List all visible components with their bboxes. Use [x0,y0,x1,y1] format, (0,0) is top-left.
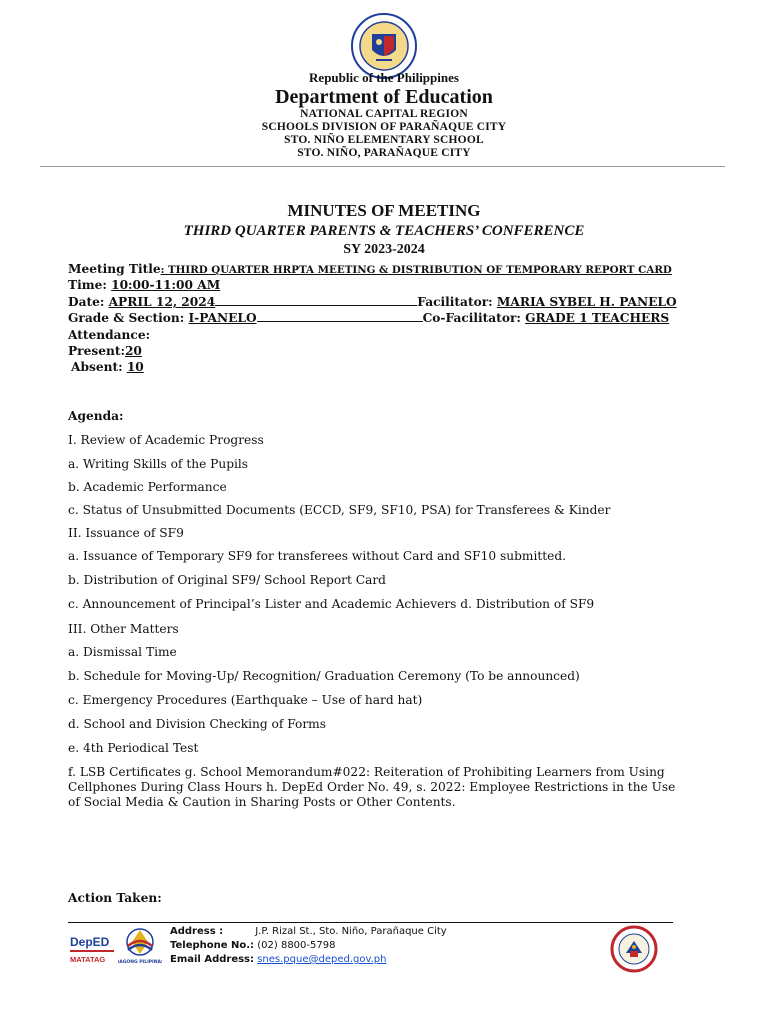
agenda-item: II. Issuance of SF9 [68,526,184,540]
absent-label: Absent: [71,360,127,374]
agenda-item: a. Issuance of Temporary SF9 for transferees without Card and SF10 submitted. [68,549,567,563]
time-value: 10:00-11:00 AM [111,278,221,292]
deped-logo-text: DepED [70,935,110,949]
cofacilitator-value: GRADE 1 TEACHERS [525,311,670,325]
grade-label: Grade & Section: [68,311,189,325]
date-row [68,295,677,309]
header-divider [40,166,725,167]
absent-value: 10 [126,360,144,374]
header-division: SCHOOLS DIVISION OF PARAÑAQUE CITY [261,121,507,133]
header-location: STO. NIÑO, PARAÑAQUE CITY [297,147,471,159]
cofacilitator-label: Co-Facilitator: [422,311,526,325]
footer-divider [68,922,673,923]
header-school: STO. NIÑO ELEMENTARY SCHOOL [284,134,484,146]
grade-value: I-PANELO [188,311,257,325]
meeting-title-label: Meeting Title [68,262,161,276]
time-row [68,278,220,292]
school-year: SY 2023-2024 [343,242,425,257]
footer-email [170,954,386,965]
agenda-item: c. Status of Unsubmitted Documents (ECCD, SF9, SF10, PSA) for Transferees & Kinder [68,503,611,517]
date-fill-line [215,304,417,306]
date-value: APRIL 12, 2024 [108,295,216,309]
school-seal-logo [610,925,658,973]
email-link[interactable]: snes.pque@deped.gov.ph [257,954,387,965]
agenda-item: b. Distribution of Original SF9/ School Report Card [68,573,386,587]
grade-fill-line [257,320,423,322]
agenda-item: III. Other Matters [68,622,179,636]
deped-matatag-logo [68,930,118,970]
phone-value: (02) 8800-5798 [257,940,336,951]
agenda-item: b. Schedule for Moving-Up/ Recognition/ Graduation Ceremony (To be announced) [68,669,580,683]
meeting-title-value: : THIRD QUARTER HRPTA MEETING & DISTRIBUTION OF TEMPORARY REPORT CARD [160,264,672,276]
meeting-title-row [68,262,672,276]
header-department: Department of Education [275,86,493,108]
date-label: Date: [68,295,109,309]
agenda-item: I. Review of Academic Progress [68,433,264,447]
facilitator-label: Facilitator: [417,295,497,309]
agenda-item: c. Emergency Procedures (Earthquake – Use of hard hat) [68,693,423,707]
agenda-item: d. School and Division Checking of Forms [68,717,326,731]
absent-row [71,360,144,374]
address-value: J.P. Rizal St., Sto. Niño, Parañaque City [255,926,447,937]
agenda-item: f. LSB Certificates g. School Memorandum#022: Reiteration of Prohibiting Learners from Using Cellphones During Class Hours h. DepEd Order No. 49, s. 2022: Employee Restrictions in the Use of Social Media & Caution in Sharing Posts or Other Contents. [68,765,676,809]
attendance-label: Attendance: [68,328,151,342]
bagong-pilipinas-logo [118,926,162,966]
time-label: Time: [68,278,112,292]
bagong-text: BAGONG PILIPINAS [118,960,162,965]
email-label: Email Address: [170,954,255,965]
facilitator-value: MARIA SYBEL H. PANELO [496,295,677,309]
address-label: Address : [170,926,224,937]
header-region: NATIONAL CAPITAL REGION [300,108,468,120]
phone-label: Telephone No.: [170,940,255,951]
present-value: 20 [124,344,142,358]
agenda-item: c. Announcement of Principal’s Lister and Academic Achievers d. Distribution of SF9 [68,597,595,611]
present-label: Present: [68,344,125,358]
agenda-item: e. 4th Periodical Test [68,741,199,755]
footer-phone [170,940,335,951]
action-taken-label: Action Taken: [68,891,162,905]
document-subtitle: THIRD QUARTER PARENTS & TEACHERS’ CONFERENCE [183,223,585,239]
present-row [68,344,142,358]
agenda-item: a. Dismissal Time [68,645,177,659]
footer-address [170,926,447,937]
agenda-item: b. Academic Performance [68,480,227,494]
grade-row [68,311,669,325]
agenda-item: a. Writing Skills of the Pupils [68,457,249,471]
header-republic: Republic of the Philippines [309,70,459,85]
document-title: MINUTES OF MEETING [287,201,481,220]
matatag-text: MATATAG [70,955,106,964]
agenda-label: Agenda: [68,409,124,423]
